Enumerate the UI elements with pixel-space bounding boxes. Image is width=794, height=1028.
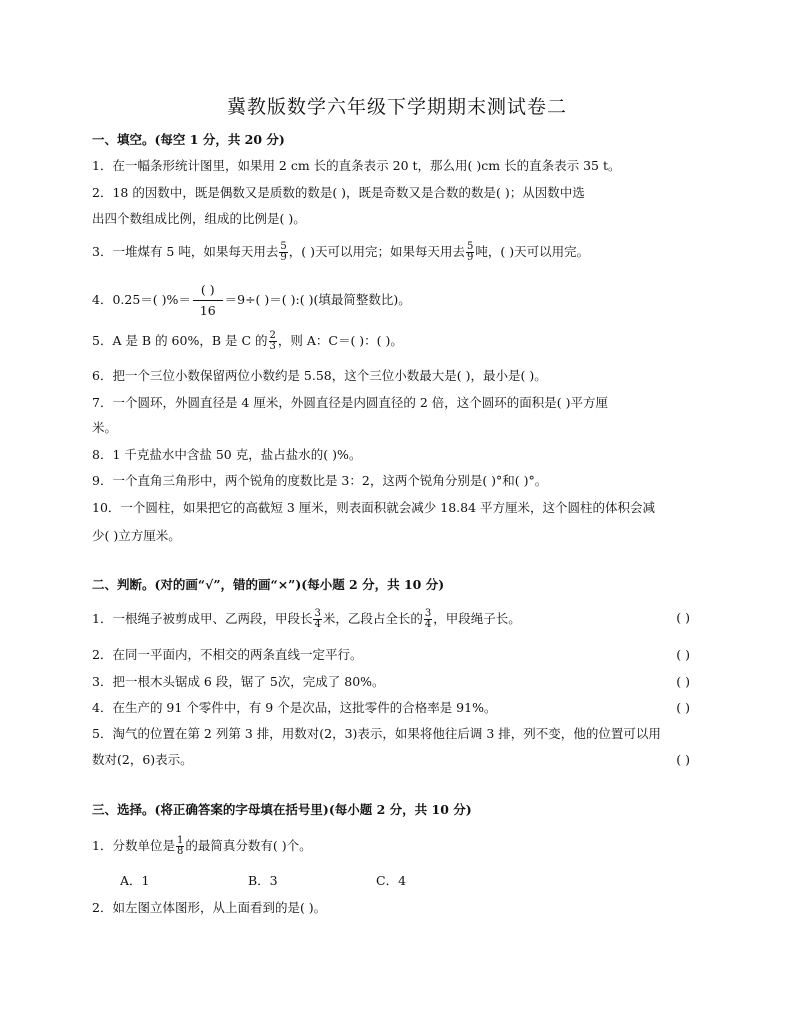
fraction-denominator: 9 [466,252,474,263]
fraction-denominator: 16 [199,303,216,318]
fraction-numerator: 3 [314,608,321,619]
fraction [269,331,277,352]
s2-q4-text: 4．在生产的 91 个零件中，有 9 个是次品，这批零件的合格率是 91%。 [92,700,497,715]
s1-q2-line2: 出四个数组成比例，组成的比例是( )。 [92,211,306,226]
fraction [176,836,184,857]
s2-q2-text: 2．在同一平面内，不相交的两条直线一定平行。 [92,647,363,662]
s2-q1 [92,609,702,630]
s3-q1-text-b: 的最简真分数有( )个。 [185,838,312,853]
fraction [193,282,223,319]
s2-q3 [92,673,702,691]
option-b[interactable]: B．3 [248,873,278,888]
fraction-denominator: 9 [280,252,287,263]
fraction [313,609,321,630]
fraction-numerator: 5 [280,241,287,252]
s3-q2: 2．如左图立体图形，从上面看到的是( )。 [92,900,327,915]
fraction-denominator: 4 [424,619,432,630]
fraction [424,609,432,630]
fraction [466,242,474,263]
s2-q5-line2 [92,751,702,769]
s2-q3-text: 3．把一根木头锯成 6 段，锯了 5次，完成了 80%。 [92,674,385,689]
answer-paren[interactable]: ( ) [676,700,690,715]
s1-q4-text-a: 4．0.25＝( )%＝ [92,292,191,307]
s1-q3-text-c: 吨，( )天可以用完。 [475,244,590,259]
answer-paren[interactable]: ( ) [676,674,690,689]
fraction-denominator: 3 [269,341,276,352]
fraction-denominator: 8 [176,846,184,857]
option-c[interactable]: C．4 [376,873,407,888]
s1-q1: 1．在一幅条形统计图里，如果用 2 cm 长的直条表示 20 t，那么用( )cm 长的直条表示 35 t。 [92,158,621,173]
s2-q1-text-b: 米，乙段占全长的 [322,611,423,626]
s2-q2 [92,646,702,664]
s3-q1-options [120,872,702,890]
section-1-heading: 一、填空。(每空 1 分，共 20 分) [92,132,285,147]
s1-q3-text-a: 3．一堆煤有 5 吨，如果每天用去 [92,244,279,259]
s1-q6: 6．把一个三位小数保留两位小数约是 5.58，这个三位小数最大是( )，最小是( )。 [92,368,547,383]
s1-q5 [92,331,702,352]
section-2-heading: 二、判断。(对的画“√”，错的画“×”)(每小题 2 分，共 10 分) [92,577,445,592]
s2-q1-text-a: 1．一根绳子被剪成甲、乙两段，甲段长 [92,611,313,626]
s1-q4 [92,282,702,319]
fraction-numerator: 5 [466,241,474,252]
s1-q7-line1: 7．一个圆环，外圆直径是 4 厘米，外圆直径是内圆直径的 2 倍，这个圆环的面积是( )平方厘 [92,395,608,410]
answer-paren[interactable]: ( ) [676,610,690,625]
answer-paren[interactable]: ( ) [676,647,690,662]
s1-q10-line2: 少( )立方厘米。 [92,528,181,543]
s1-q5-text-a: 5．A 是 B 的 60%，B 是 C 的 [92,333,268,348]
s1-q8: 8．1 千克盐水中含盐 50 克，盐占盐水的( )%。 [92,447,362,462]
s1-q3 [92,242,702,263]
s1-q2-line1: 2．18 的因数中，既是偶数又是质数的数是( )，既是奇数又是合数的数是( )；从因数中选 [92,185,585,200]
s2-q5-line1: 5．淘气的位置在第 2 列第 3 排，用数对(2，3)表示，如果将他往后调 3 排，列不变，他的位置可以用 [92,726,661,741]
s1-q5-text-b: ，则 A：C＝( )：( )。 [277,333,403,348]
s2-q1-text-c: ，甲段绳子长。 [433,611,521,626]
fraction [279,242,287,263]
s1-q10-line1: 10．一个圆柱，如果把它的高截短 3 厘米，则表面积就会减少 18.84 平方厘米，这个圆柱的体积会减 [92,500,656,515]
fraction-numerator: 3 [424,608,432,619]
s2-q5-text-b: 数对(2，6)表示。 [92,752,193,767]
section-3-heading: 三、选择。(将正确答案的字母填在括号里)(每小题 2 分，共 10 分) [92,802,472,817]
answer-paren[interactable]: ( ) [676,752,690,767]
s1-q9: 9．一个直角三角形中，两个锐角的度数比是 3：2，这两个锐角分别是( )°和( )°。 [92,473,548,488]
s3-q1-text-a: 1．分数单位是 [92,838,175,853]
s1-q7-line2: 米。 [92,420,118,435]
s1-q4-text-b: ＝9÷( )＝( ):( )(填最简整数比)。 [224,292,411,307]
s2-q4 [92,699,702,717]
s3-q1 [92,836,702,857]
fraction-numerator: ( ) [193,282,223,301]
option-a[interactable]: A．1 [120,873,150,888]
fraction-numerator: 1 [176,835,184,846]
s1-q3-text-b: ，( )天可以用完；如果每天用去 [288,244,465,259]
page-title: 冀教版数学六年级下学期期末测试卷二 [226,96,567,118]
fraction-numerator: 2 [269,330,276,341]
fraction-denominator: 4 [314,619,321,630]
